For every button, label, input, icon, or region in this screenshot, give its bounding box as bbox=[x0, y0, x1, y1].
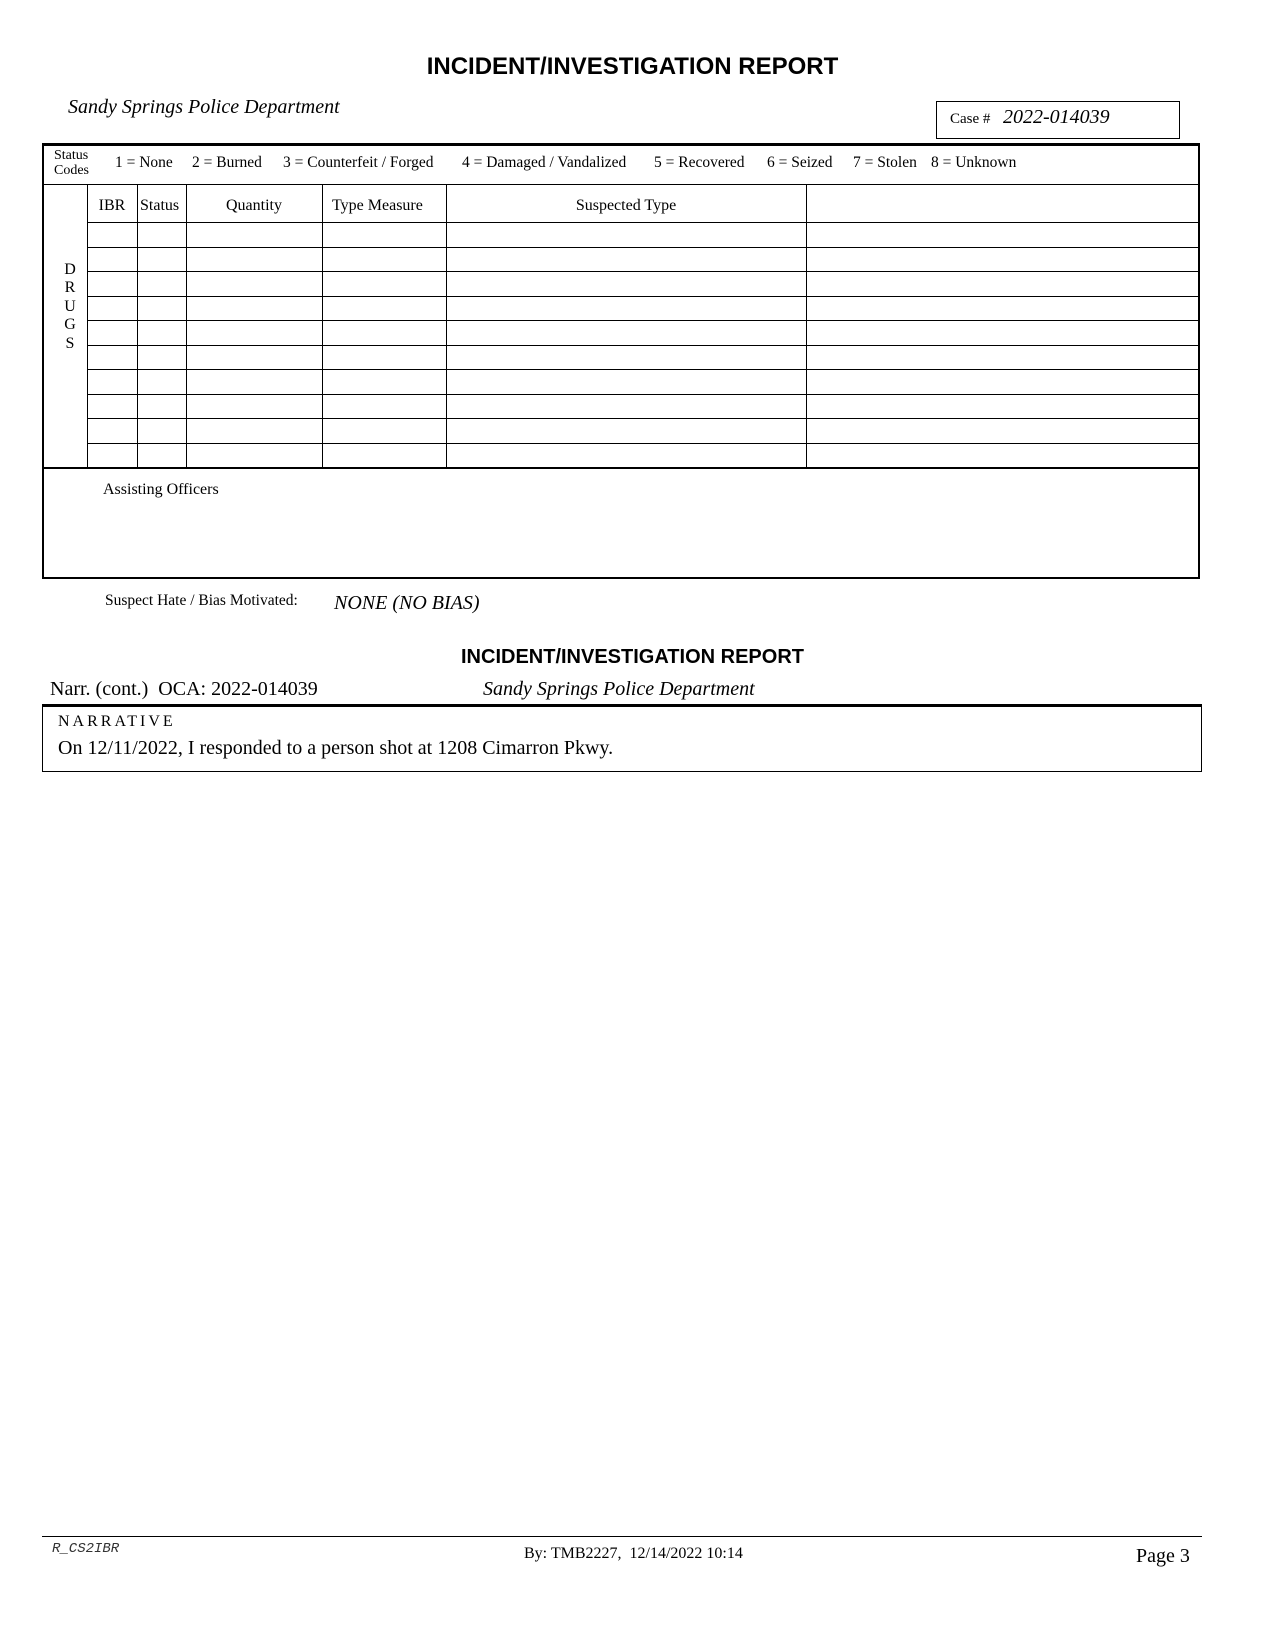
narrative-heading: NARRATIVE bbox=[58, 713, 176, 730]
narrative-text: On 12/11/2022, I responded to a person shot at 1208 Cimarron Pkwy. bbox=[58, 737, 614, 759]
column-header-quantity: Quantity bbox=[226, 197, 282, 214]
grid-vline bbox=[806, 184, 807, 469]
grid-hline bbox=[87, 247, 1200, 248]
narrative-report-title: INCIDENT/INVESTIGATION REPORT bbox=[461, 646, 804, 668]
status-code: 4 = Damaged / Vandalized bbox=[462, 154, 627, 171]
grid-vline bbox=[322, 184, 323, 469]
grid-hline bbox=[87, 320, 1200, 321]
department-name: Sandy Springs Police Department bbox=[68, 96, 340, 118]
narrative-continuation: Narr. (cont.) OCA: 2022-014039 bbox=[50, 678, 318, 700]
grid-hline bbox=[87, 394, 1200, 395]
case-number-box bbox=[936, 101, 1180, 139]
grid-hline bbox=[87, 222, 1200, 223]
drugs-label-letter: R bbox=[64, 279, 76, 296]
narrative-department: Sandy Springs Police Department bbox=[483, 678, 755, 700]
column-header-suspected-type: Suspected Type bbox=[575, 197, 677, 214]
grid-hline bbox=[87, 296, 1200, 297]
footer-divider bbox=[42, 1536, 1202, 1537]
bias-value: NONE (NO BIAS) bbox=[334, 592, 480, 614]
column-header-ibr: IBR bbox=[98, 197, 126, 214]
status-divider bbox=[42, 184, 1200, 185]
grid-hline bbox=[87, 418, 1200, 419]
status-code: 8 = Unknown bbox=[931, 154, 1017, 171]
case-label: Case # bbox=[950, 111, 991, 127]
status-code: 3 = Counterfeit / Forged bbox=[283, 154, 434, 171]
report-title: INCIDENT/INVESTIGATION REPORT bbox=[426, 53, 839, 80]
assisting-officers-label: Assisting Officers bbox=[103, 481, 219, 498]
drugs-label-letter: G bbox=[64, 316, 76, 333]
status-code: 7 = Stolen bbox=[853, 154, 917, 171]
printed-by: By: TMB2227, 12/14/2022 10:14 bbox=[524, 1545, 743, 1562]
status-codes-label: Status Codes bbox=[54, 148, 89, 178]
grid-vline bbox=[446, 184, 447, 469]
status-code: 1 = None bbox=[115, 154, 173, 171]
bias-label: Suspect Hate / Bias Motivated: bbox=[105, 592, 298, 609]
grid-vline bbox=[87, 184, 88, 469]
status-code: 2 = Burned bbox=[192, 154, 262, 171]
form-code: R_CS2IBR bbox=[52, 1541, 120, 1557]
status-code: 6 = Seized bbox=[767, 154, 833, 171]
grid-hline bbox=[87, 443, 1200, 444]
grid-vline bbox=[186, 184, 187, 469]
column-header-type-measure: Type Measure bbox=[332, 197, 423, 214]
drugs-table-bottom bbox=[42, 467, 1200, 469]
drugs-label-letter: S bbox=[65, 335, 75, 352]
column-header-status: Status bbox=[140, 197, 180, 214]
grid-vline bbox=[137, 184, 138, 469]
grid-hline bbox=[87, 369, 1200, 370]
drugs-label-letter: D bbox=[64, 261, 76, 278]
page-number: Page 3 bbox=[1136, 1545, 1190, 1567]
drugs-label-letter: U bbox=[64, 298, 76, 315]
grid-hline bbox=[87, 271, 1200, 272]
case-number: 2022-014039 bbox=[1003, 106, 1110, 128]
grid-hline bbox=[87, 345, 1200, 346]
status-code: 5 = Recovered bbox=[654, 154, 745, 171]
